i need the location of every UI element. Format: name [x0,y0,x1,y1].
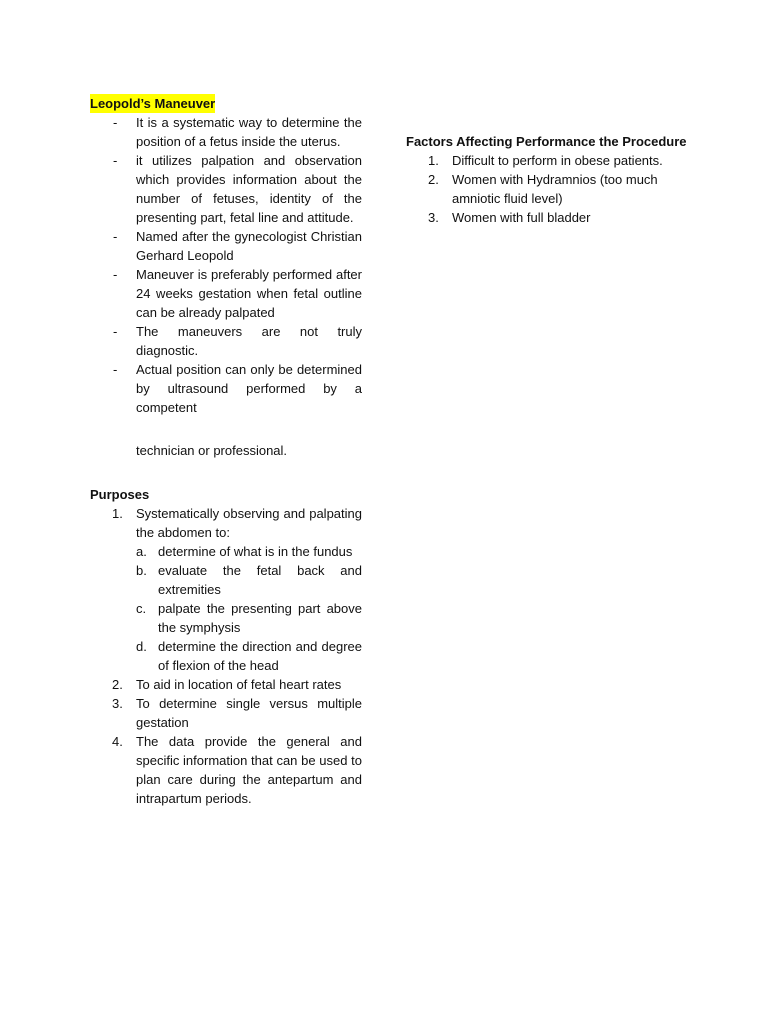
sub-purpose-item [136,637,362,675]
dash-marker: - [113,153,118,168]
bullet-text: it utilizes palpation and observation which provides information about the number of fetuses, identity of the presenting part, fetal line and attitude. [136,153,362,225]
sub-purpose-text: palpate the presenting part above the symphysis [158,601,362,635]
bullet-item [90,151,362,227]
right-column [406,132,696,227]
factor-text: Women with Hydramnios (too much amniotic fluid level) [452,172,658,206]
bullet-continuation: technician or professional. [136,443,288,458]
sub-purpose-letter: c. [136,601,147,616]
factor-number: 3. [428,210,439,225]
factor-item [406,151,696,170]
sub-purposes-list [136,542,362,675]
bullet-text: Actual position can only be determined by ultrasound performed by a competent [136,362,362,415]
bullet-item [90,227,362,265]
sub-purpose-text: determine of what is in the fundus [158,544,353,559]
sub-purpose-item [136,542,362,561]
sub-purpose-letter: a. [136,544,147,559]
dash-marker: - [113,362,118,377]
purpose-text: To determine single versus multiple gestation [136,696,362,730]
factor-item [406,208,696,227]
purpose-text: Systematically observing and palpating the abdomen to: [136,506,362,540]
purpose-number: 3. [112,696,123,711]
purpose-item [90,675,362,694]
purpose-number: 4. [112,734,123,749]
purpose-item [90,694,362,732]
bullet-text: Maneuver is preferably performed after 24 weeks gestation when fetal outline can be already palpated [136,267,362,320]
left-column [90,94,362,808]
purpose-text: The data provide the general and specific information that can be used to plan care during the antepartum and intrapartum periods. [136,734,362,806]
document-title: Leopold’s Maneuver [90,96,216,111]
dash-marker: - [113,115,118,130]
dash-marker: - [113,267,118,282]
bullet-text: The maneuvers are not truly diagnostic. [136,324,362,358]
bullet-item [90,113,362,151]
factors-list [406,151,696,227]
bullet-item [90,265,362,322]
purposes-heading: Purposes [90,487,150,502]
factors-heading: Factors Affecting Performance the Procedure [406,134,687,149]
paragraph-gap [90,417,362,441]
section-spacer [90,460,362,485]
sub-purpose-letter: d. [136,639,147,654]
factor-number: 2. [428,172,439,187]
bullet-text: It is a systematic way to determine the position of a fetus inside the uterus. [136,115,362,149]
purpose-number: 1. [112,506,123,521]
sub-purpose-text: evaluate the fetal back and extremities [158,563,362,597]
purposes-list [90,504,362,808]
purpose-text: To aid in location of fetal heart rates [136,677,342,692]
purpose-item [90,732,362,808]
sub-purpose-item [136,599,362,637]
factor-text: Difficult to perform in obese patients. [452,153,663,168]
bullet-item [90,322,362,360]
purpose-item [90,504,362,675]
dash-marker: - [113,324,118,339]
factor-text: Women with full bladder [452,210,591,225]
dash-marker: - [113,229,118,244]
purpose-number: 2. [112,677,123,692]
factor-item [406,170,696,208]
sub-purpose-letter: b. [136,563,147,578]
bullet-text: Named after the gynecologist Christian Gerhard Leopold [136,229,362,263]
factor-number: 1. [428,153,439,168]
sub-purpose-text: determine the direction and degree of flexion of the head [158,639,362,673]
bullet-item [90,360,362,417]
sub-purpose-item [136,561,362,599]
definition-bullet-list [90,113,362,417]
